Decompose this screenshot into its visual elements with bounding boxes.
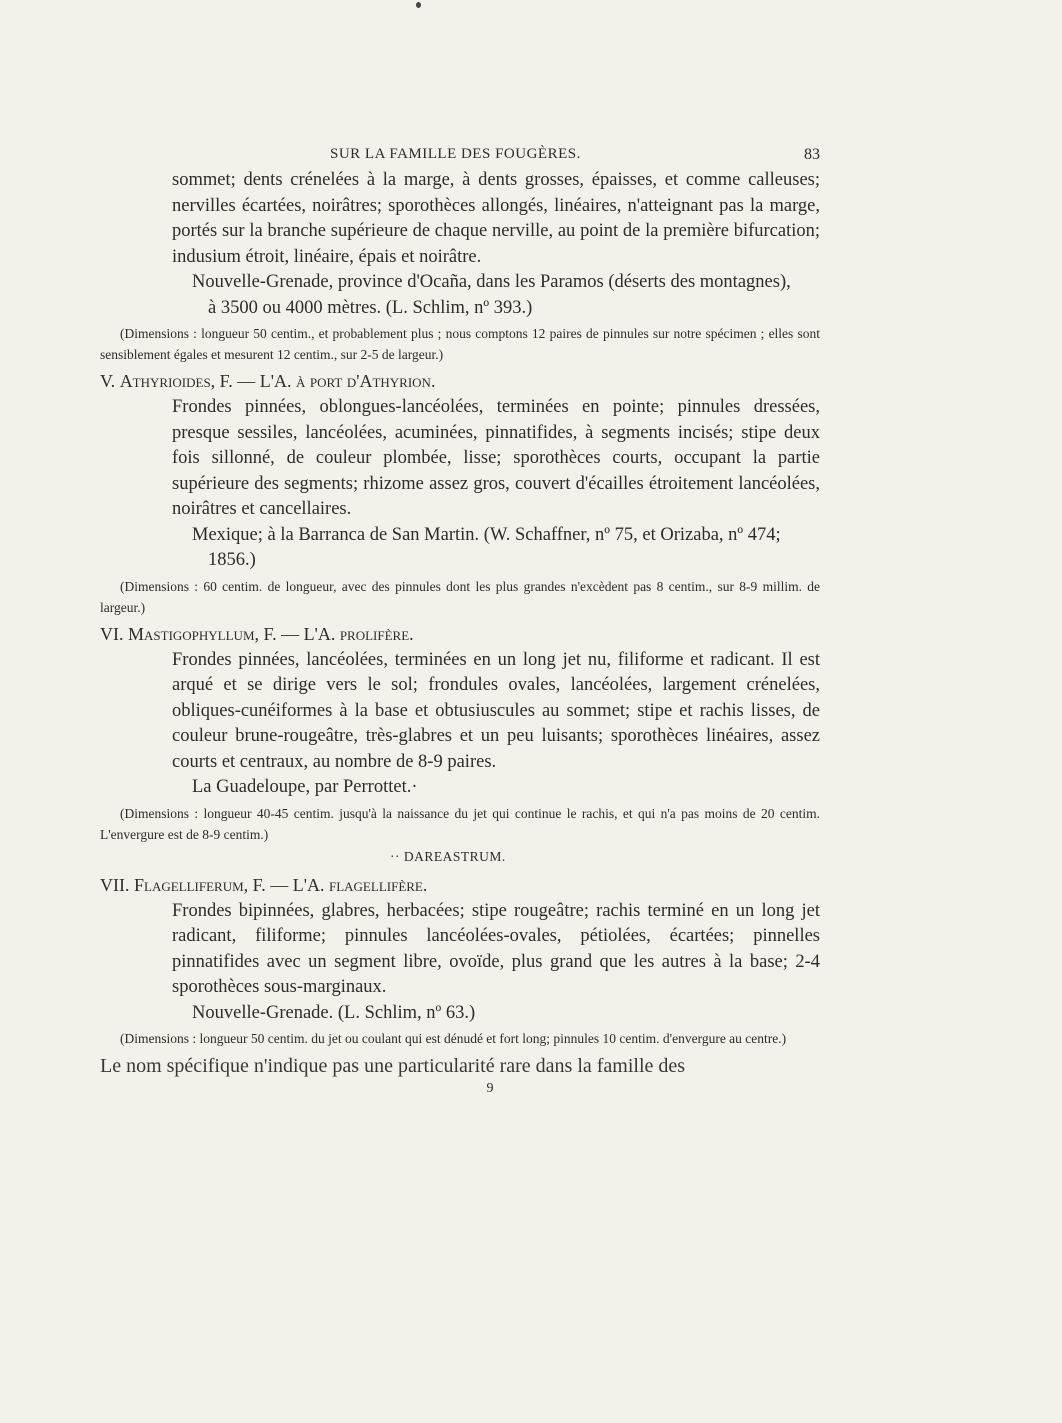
locality-text: Nouvelle-Grenade, province d'Ocaña, dans les Paramos (déserts des montagnes), bbox=[192, 272, 791, 292]
species-name: Mastigophyllum, F. bbox=[128, 623, 277, 644]
species-name: Athyrioides, F. bbox=[119, 371, 233, 391]
species-heading bbox=[100, 368, 820, 395]
species-number: V. bbox=[100, 371, 116, 391]
dimensions-note: (Dimensions : longueur 50 centim., et probablement plus ; nous comptons 12 paires de pinnules sur notre spécimen ; elles sont sensiblement égales et mesurent 12 centim., sur 2-5 de largeur.) bbox=[100, 326, 820, 362]
species-heading bbox=[100, 872, 820, 899]
signature-mark: 9 bbox=[486, 1081, 494, 1096]
closing-line: Le nom spécifique n'indique pas une particularité rare dans la famille des bbox=[100, 1055, 686, 1077]
species-name: Flagelliferum, F. bbox=[134, 874, 266, 895]
page-number: 83 bbox=[804, 146, 820, 163]
species-french-name: — L'A. prolifère. bbox=[281, 623, 414, 644]
description-paragraph: sommet; dents crénelées à la marge, à dents grosses, épaisses, et comme calleuses; nervilles écartées, noirâtres; sporothèces allongés, linéaires, n'atteignant pas la marge, portés sur la branche supérieure de chaque nerville, au point de la première bifurcation; indusium étroit, linéaire, épais et noirâtre. bbox=[172, 170, 820, 267]
locality-text-cont: 1856.) bbox=[208, 550, 256, 570]
species-heading bbox=[100, 621, 820, 648]
species-number: VI. bbox=[100, 623, 124, 644]
species-number: VII. bbox=[100, 874, 130, 895]
dimensions-note: (Dimensions : 60 centim. de longueur, avec des pinnules dont les plus grandes n'excèdent pas 8 centim., sur 8-9 millim. de largeur.) bbox=[100, 578, 820, 615]
page-body bbox=[100, 168, 820, 1097]
description-paragraph: Frondes pinnées, lancéolées, terminées en un long jet nu, filiforme et radicant. Il est arqué et se dirige vers le sol; frondules ovales, lancéolées, largement crénelées, obliques-cunéiformes à la base et obtusiuscules au sommet; stipe et rachis lisses, de couleur brune-rougeâtre, très-glabres et un peu luisants; sporothèces linéaires, assez courts et centraux, au nombre de 8-9 paires. bbox=[172, 649, 820, 772]
description-paragraph: Frondes pinnées, oblongues-lancéolées, terminées en pointe; pinnules dressées, presque sessiles, lancéolées, acuminées, pinnatifides, à segments incisés; stipe deux fois sillonné, de couleur plombée, lisse; sporothèces courts, occupant la partie supérieure des segments; rhizome assez gros, couvert d'écailles étroitement lancéolées, noirâtres et cancellaires. bbox=[172, 397, 820, 519]
section-mark: ·· DAREASTRUM. bbox=[390, 848, 506, 864]
species-french-name: — L'A. à port d'Athyrion. bbox=[237, 371, 436, 391]
ink-dot bbox=[416, 2, 421, 8]
locality-text-cont: à 3500 ou 4000 mètres. (L. Schlim, nº 393.) bbox=[208, 297, 533, 318]
description-paragraph: Frondes bipinnées, glabres, herbacées; stipe rougeâtre; rachis terminé en un long jet radicant, filiforme; pinnules lancéolées-ovales, pétiolées, écartées; pinnelles pinnatifides avec un segment libre, ovoïde, plus grand que les autres à la base; 2-4 sporothèces sous-marginaux. bbox=[172, 900, 820, 997]
locality-text: Mexique; à la Barranca de San Martin. (W. Schaffner, nº 75, et Orizaba, nº 474; bbox=[192, 524, 781, 545]
dimensions-note: (Dimensions : longueur 50 centim. du jet ou coulant qui est dénudé et fort long; pinnules 10 centim. d'envergure au centre.) bbox=[120, 1031, 787, 1046]
locality-line bbox=[100, 523, 820, 574]
locality-line: La Guadeloupe, par Perrottet.· bbox=[192, 777, 418, 797]
locality-line bbox=[100, 270, 820, 321]
running-title: SUR LA FAMILLE DES FOUGÈRES. bbox=[330, 146, 581, 162]
locality-line: Nouvelle-Grenade. (L. Schlim, nº 63.) bbox=[192, 1002, 476, 1023]
dimensions-note: (Dimensions : longueur 40-45 centim. jusqu'à la naissance du jet qui continue le rachis, et qui n'a pas moins de 20 centim. L'envergure est de 8-9 centim.) bbox=[100, 805, 820, 842]
page-header bbox=[330, 146, 820, 168]
species-french-name: — L'A. flagellifère. bbox=[270, 874, 428, 895]
